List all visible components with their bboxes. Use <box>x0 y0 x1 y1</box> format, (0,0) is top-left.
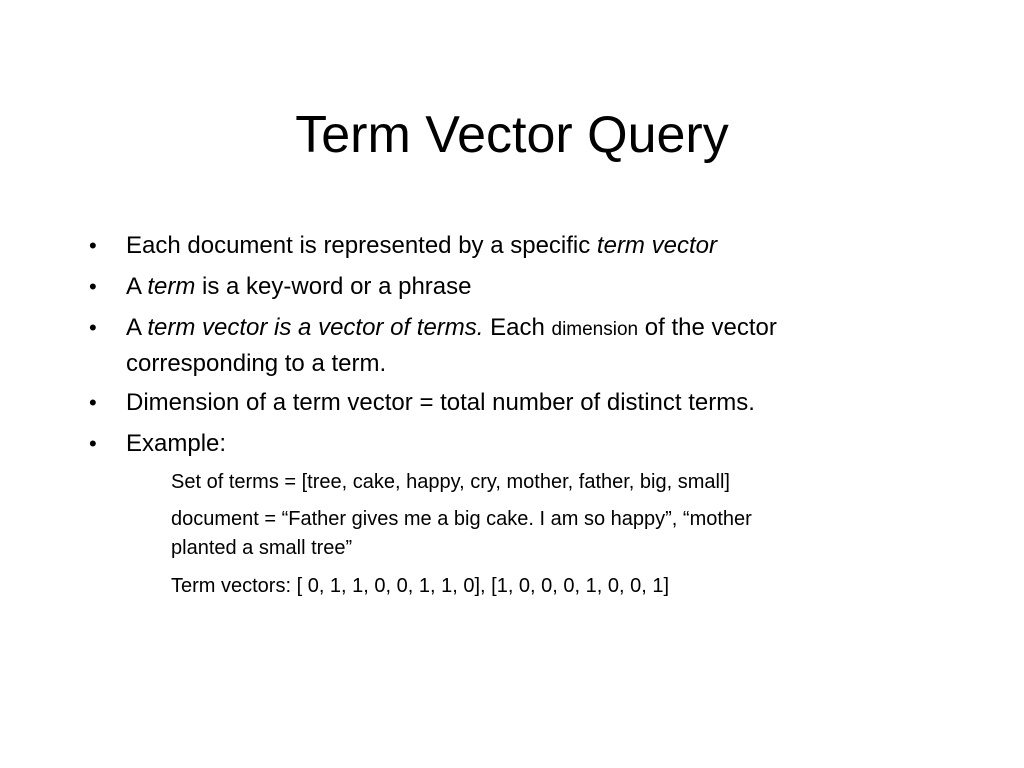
sub-item <box>171 572 931 601</box>
bullet-text: A <box>126 314 148 341</box>
sub-item-text-line2: planted a small tree” <box>171 537 353 559</box>
slide-title: Term Vector Query <box>295 106 729 164</box>
bullet-item <box>89 229 926 263</box>
bullet-text-line2: corresponding to a term. <box>126 350 387 377</box>
sub-item-text: Set of terms = [tree, cake, happy, cry, mother, father, big, small] <box>171 471 730 493</box>
bullet-text: Each <box>483 314 552 341</box>
bullet-dot: • <box>89 274 97 299</box>
bullet-dot: • <box>89 390 97 415</box>
bullet-italic: term vector is a vector of terms. <box>147 314 484 341</box>
bullet-item <box>89 386 926 420</box>
bullet-dot: • <box>89 233 97 258</box>
bullet-text: of the vector <box>638 314 777 341</box>
bullet-dot: • <box>89 431 97 456</box>
bullet-text: A <box>126 273 148 300</box>
bullet-text: Example: <box>126 430 227 457</box>
sub-item <box>171 468 931 497</box>
sub-item-text: Term vectors: [ 0, 1, 1, 0, 0, 1, 1, 0], [1, 0, 0, 0, 1, 0, 0, 1] <box>171 575 670 597</box>
bullet-item <box>89 270 926 304</box>
bullet-dot: • <box>89 315 97 340</box>
bullet-text: Dimension of a term vector = total number of distinct terms. <box>126 389 755 416</box>
bullet-small-text: dimension <box>551 319 639 340</box>
bullet-text: Each document is represented by a specific <box>126 232 597 259</box>
bullet-italic: term vector <box>596 232 717 259</box>
bullet-item <box>89 427 926 461</box>
sub-item <box>171 505 931 563</box>
sub-item-text: document = “Father gives me a big cake. I am so happy”, “mother <box>171 508 752 530</box>
bullet-item <box>89 311 926 381</box>
bullet-text: is a key-word or a phrase <box>195 273 472 300</box>
bullet-italic: term <box>147 273 196 300</box>
